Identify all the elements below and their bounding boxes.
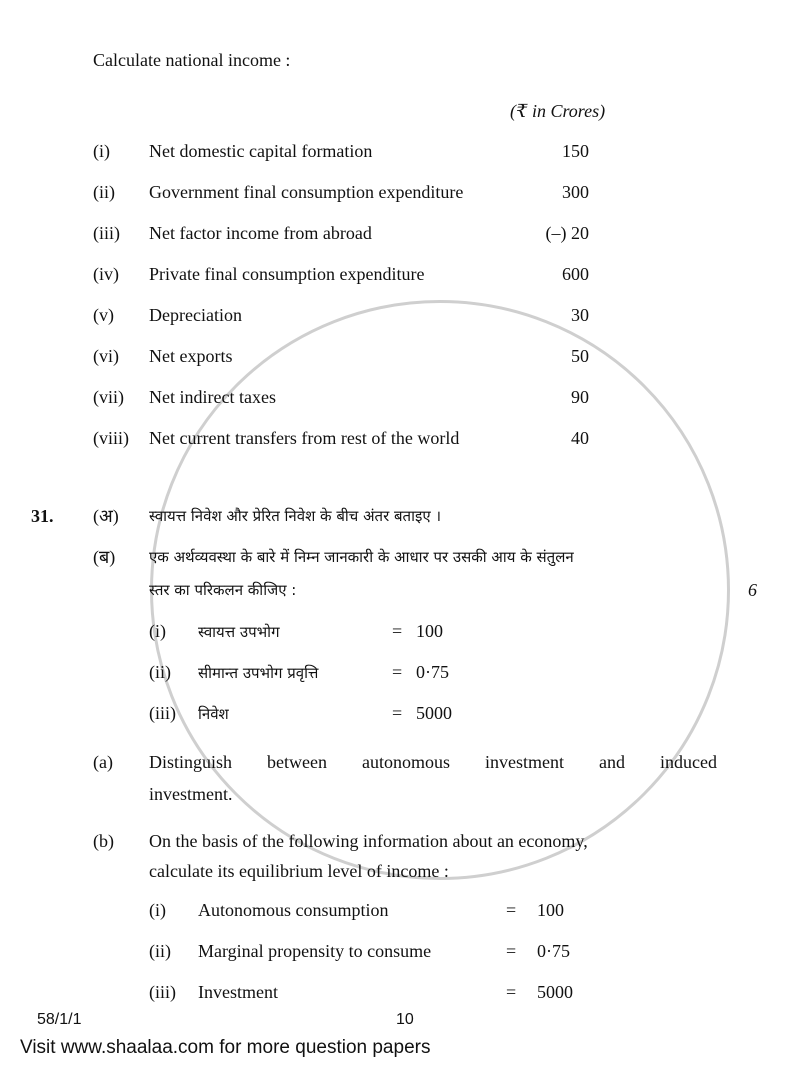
marks: 6 <box>748 580 757 600</box>
item-number: (v) <box>93 305 114 325</box>
item-number: (iv) <box>93 264 119 284</box>
paper-code: 58/1/1 <box>37 1011 82 1028</box>
hindi-item-number: (i) <box>149 621 166 641</box>
hindi-item-equals: = <box>392 703 403 723</box>
a-line1 <box>149 752 717 772</box>
question-number: 31. <box>31 506 54 526</box>
word: Distinguish <box>149 752 233 772</box>
hindi-item-value: 0·75 <box>416 662 449 682</box>
item-label: Autonomous consumption <box>198 900 389 920</box>
item-equals: = <box>506 941 517 961</box>
item-label: Investment <box>198 982 278 1002</box>
intro-text: Calculate national income : <box>93 50 291 70</box>
hindi-item-label: निवेश <box>198 705 229 723</box>
hindi-item-label: सीमान्त उपभोग प्रवृत्ति <box>198 664 319 682</box>
b-line2: calculate its equilibrium level of income : <box>149 861 449 881</box>
item-label: Net indirect taxes <box>149 387 276 407</box>
item-equals: = <box>506 900 517 920</box>
a-line2: investment. <box>149 784 233 804</box>
item-value: 0·75 <box>537 941 570 961</box>
item-value: 50 <box>571 346 589 366</box>
word: investment <box>484 752 564 772</box>
hindi-item-number: (ii) <box>149 662 171 682</box>
item-number: (ii) <box>149 941 171 961</box>
hindi-item-equals: = <box>392 662 403 682</box>
item-value: 40 <box>571 428 589 448</box>
page-number: 10 <box>396 1011 414 1028</box>
item-label: Private final consumption expenditure <box>149 264 425 284</box>
item-value: 5000 <box>537 982 573 1002</box>
item-number: (i) <box>149 900 166 920</box>
hindi-b-line2: स्तर का परिकलन कीजिए : <box>149 581 297 599</box>
item-label: Net exports <box>149 346 233 366</box>
item-value: (–) 20 <box>545 223 589 243</box>
hindi-item-label: स्वायत्त उपभोग <box>198 623 280 641</box>
item-value: 300 <box>562 182 589 202</box>
item-label: Net current transfers from rest of the world <box>149 428 460 448</box>
hindi-a-label: (अ) <box>93 506 119 526</box>
hindi-b-label: (ब) <box>93 547 116 567</box>
item-equals: = <box>506 982 517 1002</box>
item-number: (i) <box>93 141 110 161</box>
unit-label: (₹ in Crores) <box>510 101 606 121</box>
item-value: 30 <box>571 305 589 325</box>
item-label: Government final consumption expenditure <box>149 182 464 202</box>
word: autonomous <box>361 752 450 772</box>
hindi-item-number: (iii) <box>149 703 176 723</box>
item-value: 90 <box>571 387 589 407</box>
word: between <box>267 752 327 772</box>
item-value: 600 <box>562 264 589 284</box>
word: and <box>598 752 625 772</box>
item-number: (iii) <box>149 982 176 1002</box>
hindi-item-value: 5000 <box>416 703 452 723</box>
hindi-item-value: 100 <box>416 621 443 641</box>
a-label: (a) <box>93 752 113 772</box>
item-number: (iii) <box>93 223 120 243</box>
item-number: (ii) <box>93 182 115 202</box>
item-number: (vi) <box>93 346 119 366</box>
visit-link[interactable]: Visit www.shaalaa.com for more question papers <box>20 1037 431 1058</box>
word: induced <box>659 752 717 772</box>
item-value: 150 <box>562 141 589 161</box>
item-label: Net factor income from abroad <box>149 223 372 243</box>
item-value: 100 <box>537 900 564 920</box>
hindi-b-line1: एक अर्थव्यवस्था के बारे में निम्न जानकारी के आधार पर उसकी आय के संतुलन <box>149 548 574 566</box>
hindi-item-equals: = <box>392 621 403 641</box>
item-number: (viii) <box>93 428 129 448</box>
b-label: (b) <box>93 831 114 851</box>
item-number: (vii) <box>93 387 124 407</box>
item-label: Net domestic capital formation <box>149 141 373 161</box>
hindi-a-text: स्वायत्त निवेश और प्रेरित निवेश के बीच अंतर बताइए । <box>149 507 442 525</box>
item-label: Marginal propensity to consume <box>198 941 432 961</box>
b-line1: On the basis of the following information about an economy, <box>149 831 588 851</box>
item-label: Depreciation <box>149 305 242 325</box>
